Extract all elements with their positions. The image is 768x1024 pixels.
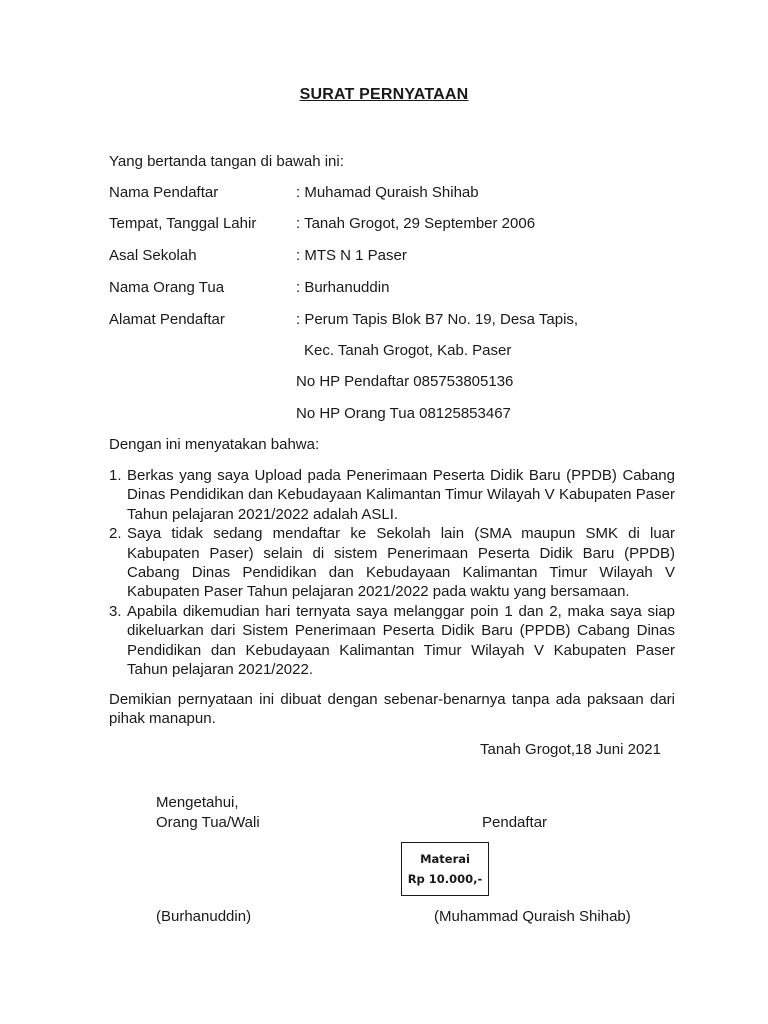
applicant-role-label: Pendaftar bbox=[482, 814, 548, 831]
list-item bbox=[109, 466, 675, 524]
list-item bbox=[109, 602, 675, 680]
field-label-name: Nama Pendaftar bbox=[109, 184, 219, 201]
field-value-name: : Muhamad Quraish Shihab bbox=[296, 184, 479, 201]
field-value-address: : Perum Tapis Blok B7 No. 19, Desa Tapis, bbox=[296, 311, 579, 328]
field-label-address: Alamat Pendaftar bbox=[109, 311, 225, 328]
phone-parent: No HP Orang Tua 08125853467 bbox=[296, 405, 511, 422]
stamp-duty-box bbox=[401, 842, 489, 896]
parent-role-label: Orang Tua/Wali bbox=[156, 814, 260, 831]
list-item-number: 3. bbox=[109, 602, 122, 620]
stamp-amount: Rp 10.000,- bbox=[407, 872, 483, 886]
list-item-number: 1. bbox=[109, 467, 122, 484]
list-item-number: 2. bbox=[109, 525, 122, 543]
statement-intro: Dengan ini menyatakan bahwa: bbox=[109, 436, 320, 453]
field-value-birth: : Tanah Grogot, 29 September 2006 bbox=[296, 215, 536, 232]
phone-applicant: No HP Pendaftar 085753805136 bbox=[296, 373, 514, 390]
applicant-signature-name: (Muhammad Quraish Shihab) bbox=[434, 908, 631, 925]
list-item-text: Apabila dikemudian hari ternyata saya melanggar poin 1 dan 2, maka saya siap dikeluarkan dari Sistem Penerimaan Peserta Didik Baru (PPDB) Cabang Dinas Pendidikan dan Kebudayaan Kalimantan Timur Wilayah V Kabupaten Paser Tahun pelajaran 2021/2022. bbox=[127, 602, 675, 679]
stamp-label: Materai bbox=[420, 852, 470, 866]
statement-list bbox=[109, 466, 675, 679]
address-line-2: Kec. Tanah Grogot, Kab. Paser bbox=[304, 342, 512, 359]
field-label-birth: Tempat, Tanggal Lahir bbox=[109, 215, 257, 232]
field-label-parent: Nama Orang Tua bbox=[109, 279, 225, 296]
field-value-school: : MTS N 1 Paser bbox=[296, 247, 407, 264]
list-item-text: Berkas yang saya Upload pada Penerimaan Peserta Didik Baru (PPDB) Cabang Dinas Pendidikan dan Kebudayaan Kalimantan Timur Wilayah V Kabupaten Paser Tahun pelajaran 2021/2022 adalah ASLI. bbox=[127, 467, 675, 523]
parent-signature-name: (Burhanuddin) bbox=[156, 908, 252, 925]
list-item bbox=[109, 524, 675, 602]
list-item-text: Saya tidak sedang mendaftar ke Sekolah lain (SMA maupun SMK di luar Kabupaten Paser) selain di sistem Penerimaan Peserta Didik Baru (PPDB) Cabang Dinas Pendidikan dan Kebudayaan Kalimantan Timur Wilayah V Kabupaten Paser Tahun pelajaran 2021/2022 pada waktu yang bersamaan. bbox=[127, 525, 675, 601]
place-date: Tanah Grogot,18 Juni 2021 bbox=[480, 741, 661, 758]
document-title: SURAT PERNYATAAN bbox=[299, 86, 469, 103]
field-value-parent: : Burhanuddin bbox=[296, 279, 390, 296]
intro-text: Yang bertanda tangan di bawah ini: bbox=[109, 153, 344, 170]
closing-text: Demikian pernyataan ini dibuat dengan sebenar-benarnya tanpa ada paksaan dari pihak manapun. bbox=[109, 691, 675, 728]
acknowledgement-label: Mengetahui, bbox=[156, 794, 239, 811]
field-label-school: Asal Sekolah bbox=[109, 247, 197, 264]
